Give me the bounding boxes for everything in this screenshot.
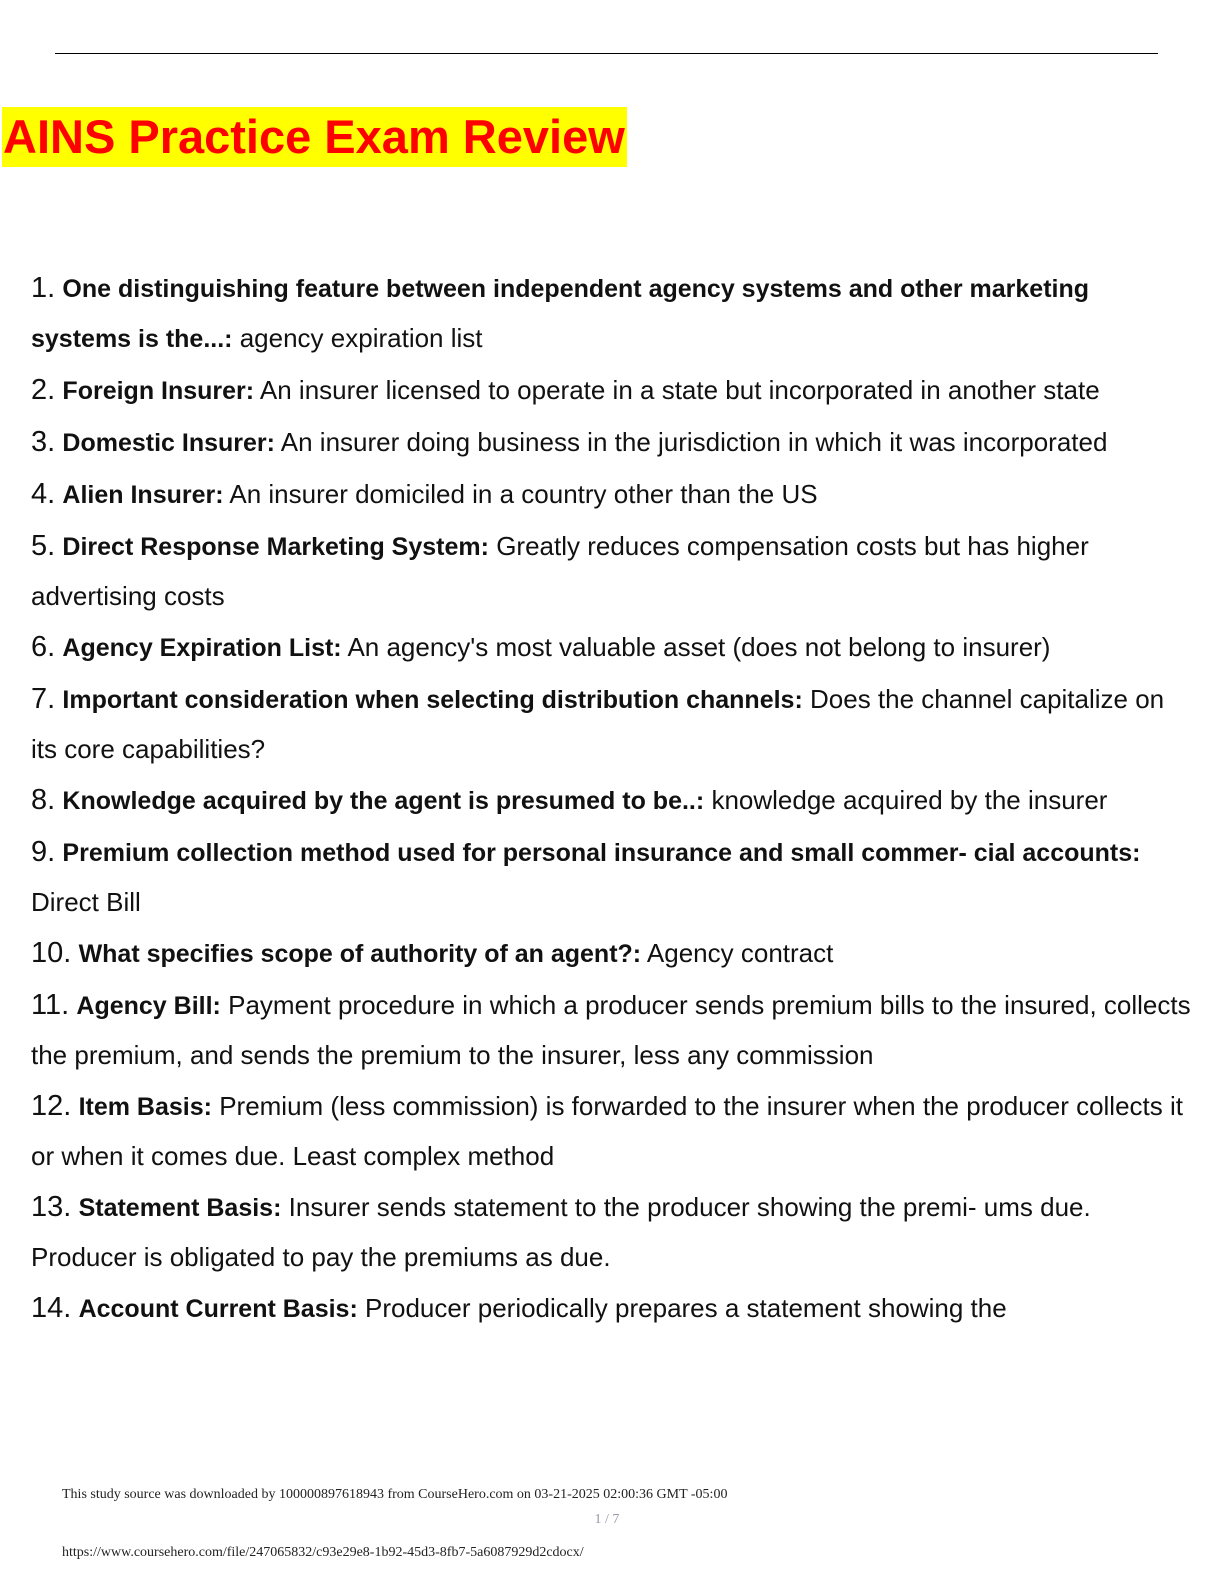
header-rule	[55, 53, 1158, 54]
item-answer: Direct Bill	[31, 887, 141, 917]
item-answer: An insurer doing business in the jurisdiction in which it was incorporated	[280, 427, 1108, 457]
item-number: 13.	[31, 1191, 72, 1223]
item-answer: Insurer sends statement to the producer showing the premi- ums due. Producer is obligated to pay the premiums as due.	[31, 1192, 1091, 1272]
item-answer: agency expiration list	[239, 323, 483, 353]
qa-item-5	[31, 522, 1191, 621]
qa-item-10	[31, 929, 1191, 979]
item-term: Item Basis:	[78, 1093, 212, 1121]
item-term: One distinguishing feature between independent agency systems and other marketing systems is the...:	[31, 275, 1090, 353]
item-answer: An insurer domiciled in a country other than the US	[229, 479, 818, 509]
item-term: Foreign Insurer:	[62, 377, 255, 405]
qa-item-11	[31, 981, 1191, 1080]
qa-item-6	[31, 623, 1191, 673]
qa-item-9	[31, 828, 1191, 927]
item-answer: An insurer licensed to operate in a state but incorporated in another state	[259, 375, 1100, 405]
item-term: Account Current Basis:	[78, 1295, 358, 1323]
qa-item-3	[31, 418, 1191, 468]
qa-item-13	[31, 1183, 1191, 1282]
item-term: Premium collection method used for personal insurance and small commer- cial accounts:	[62, 839, 1141, 867]
qa-item-12	[31, 1082, 1191, 1181]
item-number: 8.	[31, 784, 56, 816]
item-answer: knowledge acquired by the insurer	[711, 785, 1108, 815]
item-term: What specifies scope of authority of an agent?:	[78, 940, 642, 968]
item-term: Agency Expiration List:	[62, 634, 342, 662]
download-notice: This study source was downloaded by 100000897618943 from CourseHero.com on 03-21-2025 02:00:36 GMT -05:00	[62, 1487, 728, 1502]
item-number: 14.	[31, 1292, 72, 1324]
item-term: Alien Insurer:	[62, 481, 224, 509]
qa-item-8	[31, 776, 1191, 826]
item-term: Domestic Insurer:	[62, 429, 275, 457]
item-term: Knowledge acquired by the agent is presumed to be..:	[62, 787, 705, 815]
item-term: Direct Response Marketing System:	[62, 533, 489, 561]
qa-item-14	[31, 1284, 1191, 1334]
qa-item-4	[31, 470, 1191, 520]
item-answer: Greatly reduces compensation costs but has higher advertising costs	[31, 531, 1089, 611]
qa-item-2	[31, 366, 1191, 416]
page-title: AINS Practice Exam Review	[2, 107, 627, 167]
source-url-link[interactable]: https://www.coursehero.com/file/247065832/c93e29e8-1b92-45d3-8fb7-5a6087929d2cdocx/	[62, 1545, 584, 1560]
item-term: Statement Basis:	[78, 1194, 282, 1222]
item-number: 1.	[31, 272, 56, 304]
item-term: Agency Bill:	[76, 992, 221, 1020]
item-answer: An agency's most valuable asset (does not belong to insurer)	[347, 632, 1051, 662]
item-number: 11.	[31, 989, 70, 1021]
qa-list	[31, 264, 1191, 1336]
item-number: 9.	[31, 836, 56, 868]
item-answer: Premium (less commission) is forwarded to the insurer when the producer collects it or when it comes due. Least complex method	[31, 1091, 1183, 1171]
item-number: 4.	[31, 478, 56, 510]
page-indicator: 1 / 7	[594, 1512, 620, 1527]
item-number: 10.	[31, 937, 72, 969]
item-number: 3.	[31, 426, 56, 458]
item-number: 7.	[31, 683, 56, 715]
item-answer: Producer periodically prepares a statement showing the	[365, 1293, 1007, 1323]
item-number: 2.	[31, 374, 56, 406]
item-answer: Does the channel capitalize on its core capabilities?	[31, 684, 1165, 764]
item-number: 12.	[31, 1090, 72, 1122]
item-term: Important consideration when selecting distribution channels:	[62, 686, 803, 714]
item-number: 6.	[31, 631, 56, 663]
qa-item-1	[31, 264, 1191, 364]
item-number: 5.	[31, 530, 56, 562]
item-answer: Payment procedure in which a producer sends premium bills to the insured, collects the premium, and sends the premium to the insurer, less any commission	[31, 990, 1191, 1070]
qa-item-7	[31, 675, 1191, 774]
item-answer: Agency contract	[646, 938, 834, 968]
